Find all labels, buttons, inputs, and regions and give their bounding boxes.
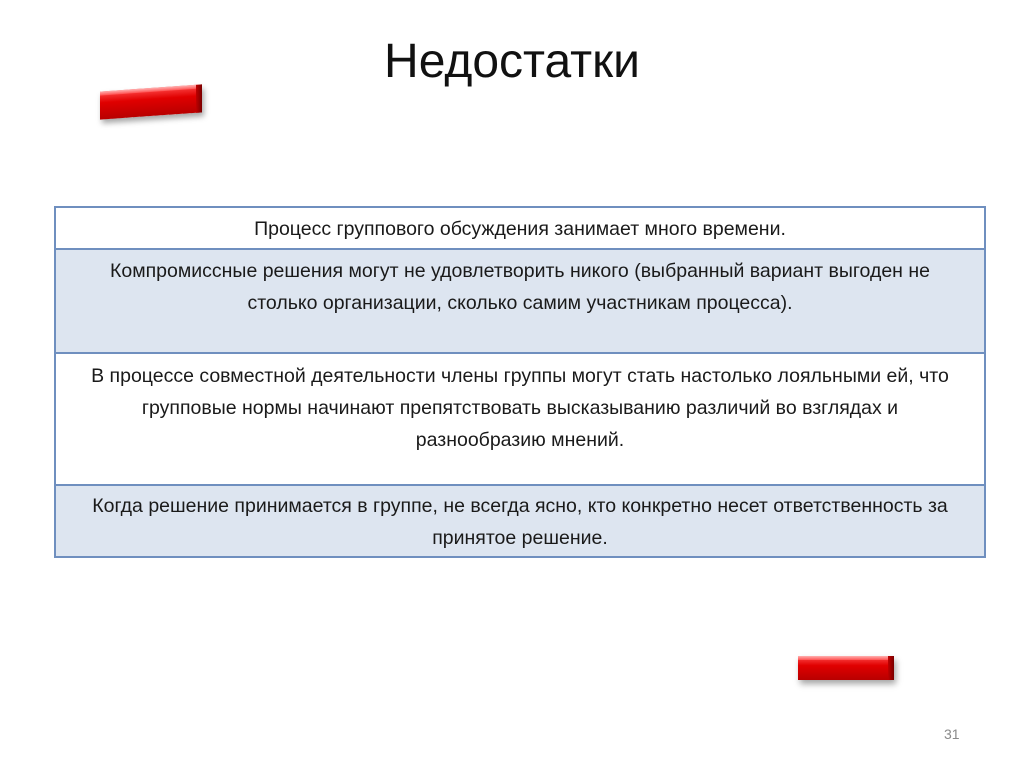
- disadvantages-table: [54, 206, 986, 558]
- table-row: [56, 250, 984, 354]
- table-cell-text: В процессе совместной деятельности члены группы могут стать настолько лояльными ей, что групповые нормы начинают препятствовать высказыванию различий во взглядах и разнообразию мнений.: [91, 365, 949, 451]
- table-row: [56, 354, 984, 486]
- table-row: [56, 208, 984, 250]
- red-bar-decoration-top: [100, 84, 202, 119]
- table-row: [56, 486, 984, 556]
- red-bar-side: [196, 84, 202, 112]
- page-number: 31: [944, 726, 960, 742]
- red-bar-side: [888, 656, 894, 680]
- slide-title: Недостатки: [384, 35, 640, 88]
- table-cell-text: Компромиссные решения могут не удовлетворить никого (выбранный вариант выгоден не столько организации, сколько самим участникам процесса).: [110, 260, 930, 314]
- table-cell-text: Процесс группового обсуждения занимает много времени.: [254, 218, 786, 240]
- red-bar-highlight: [798, 656, 894, 660]
- red-bar-decoration-bottom: [798, 656, 894, 680]
- table-cell-text: Когда решение принимается в группе, не всегда ясно, кто конкретно несет ответственность за принятое решение.: [92, 495, 948, 549]
